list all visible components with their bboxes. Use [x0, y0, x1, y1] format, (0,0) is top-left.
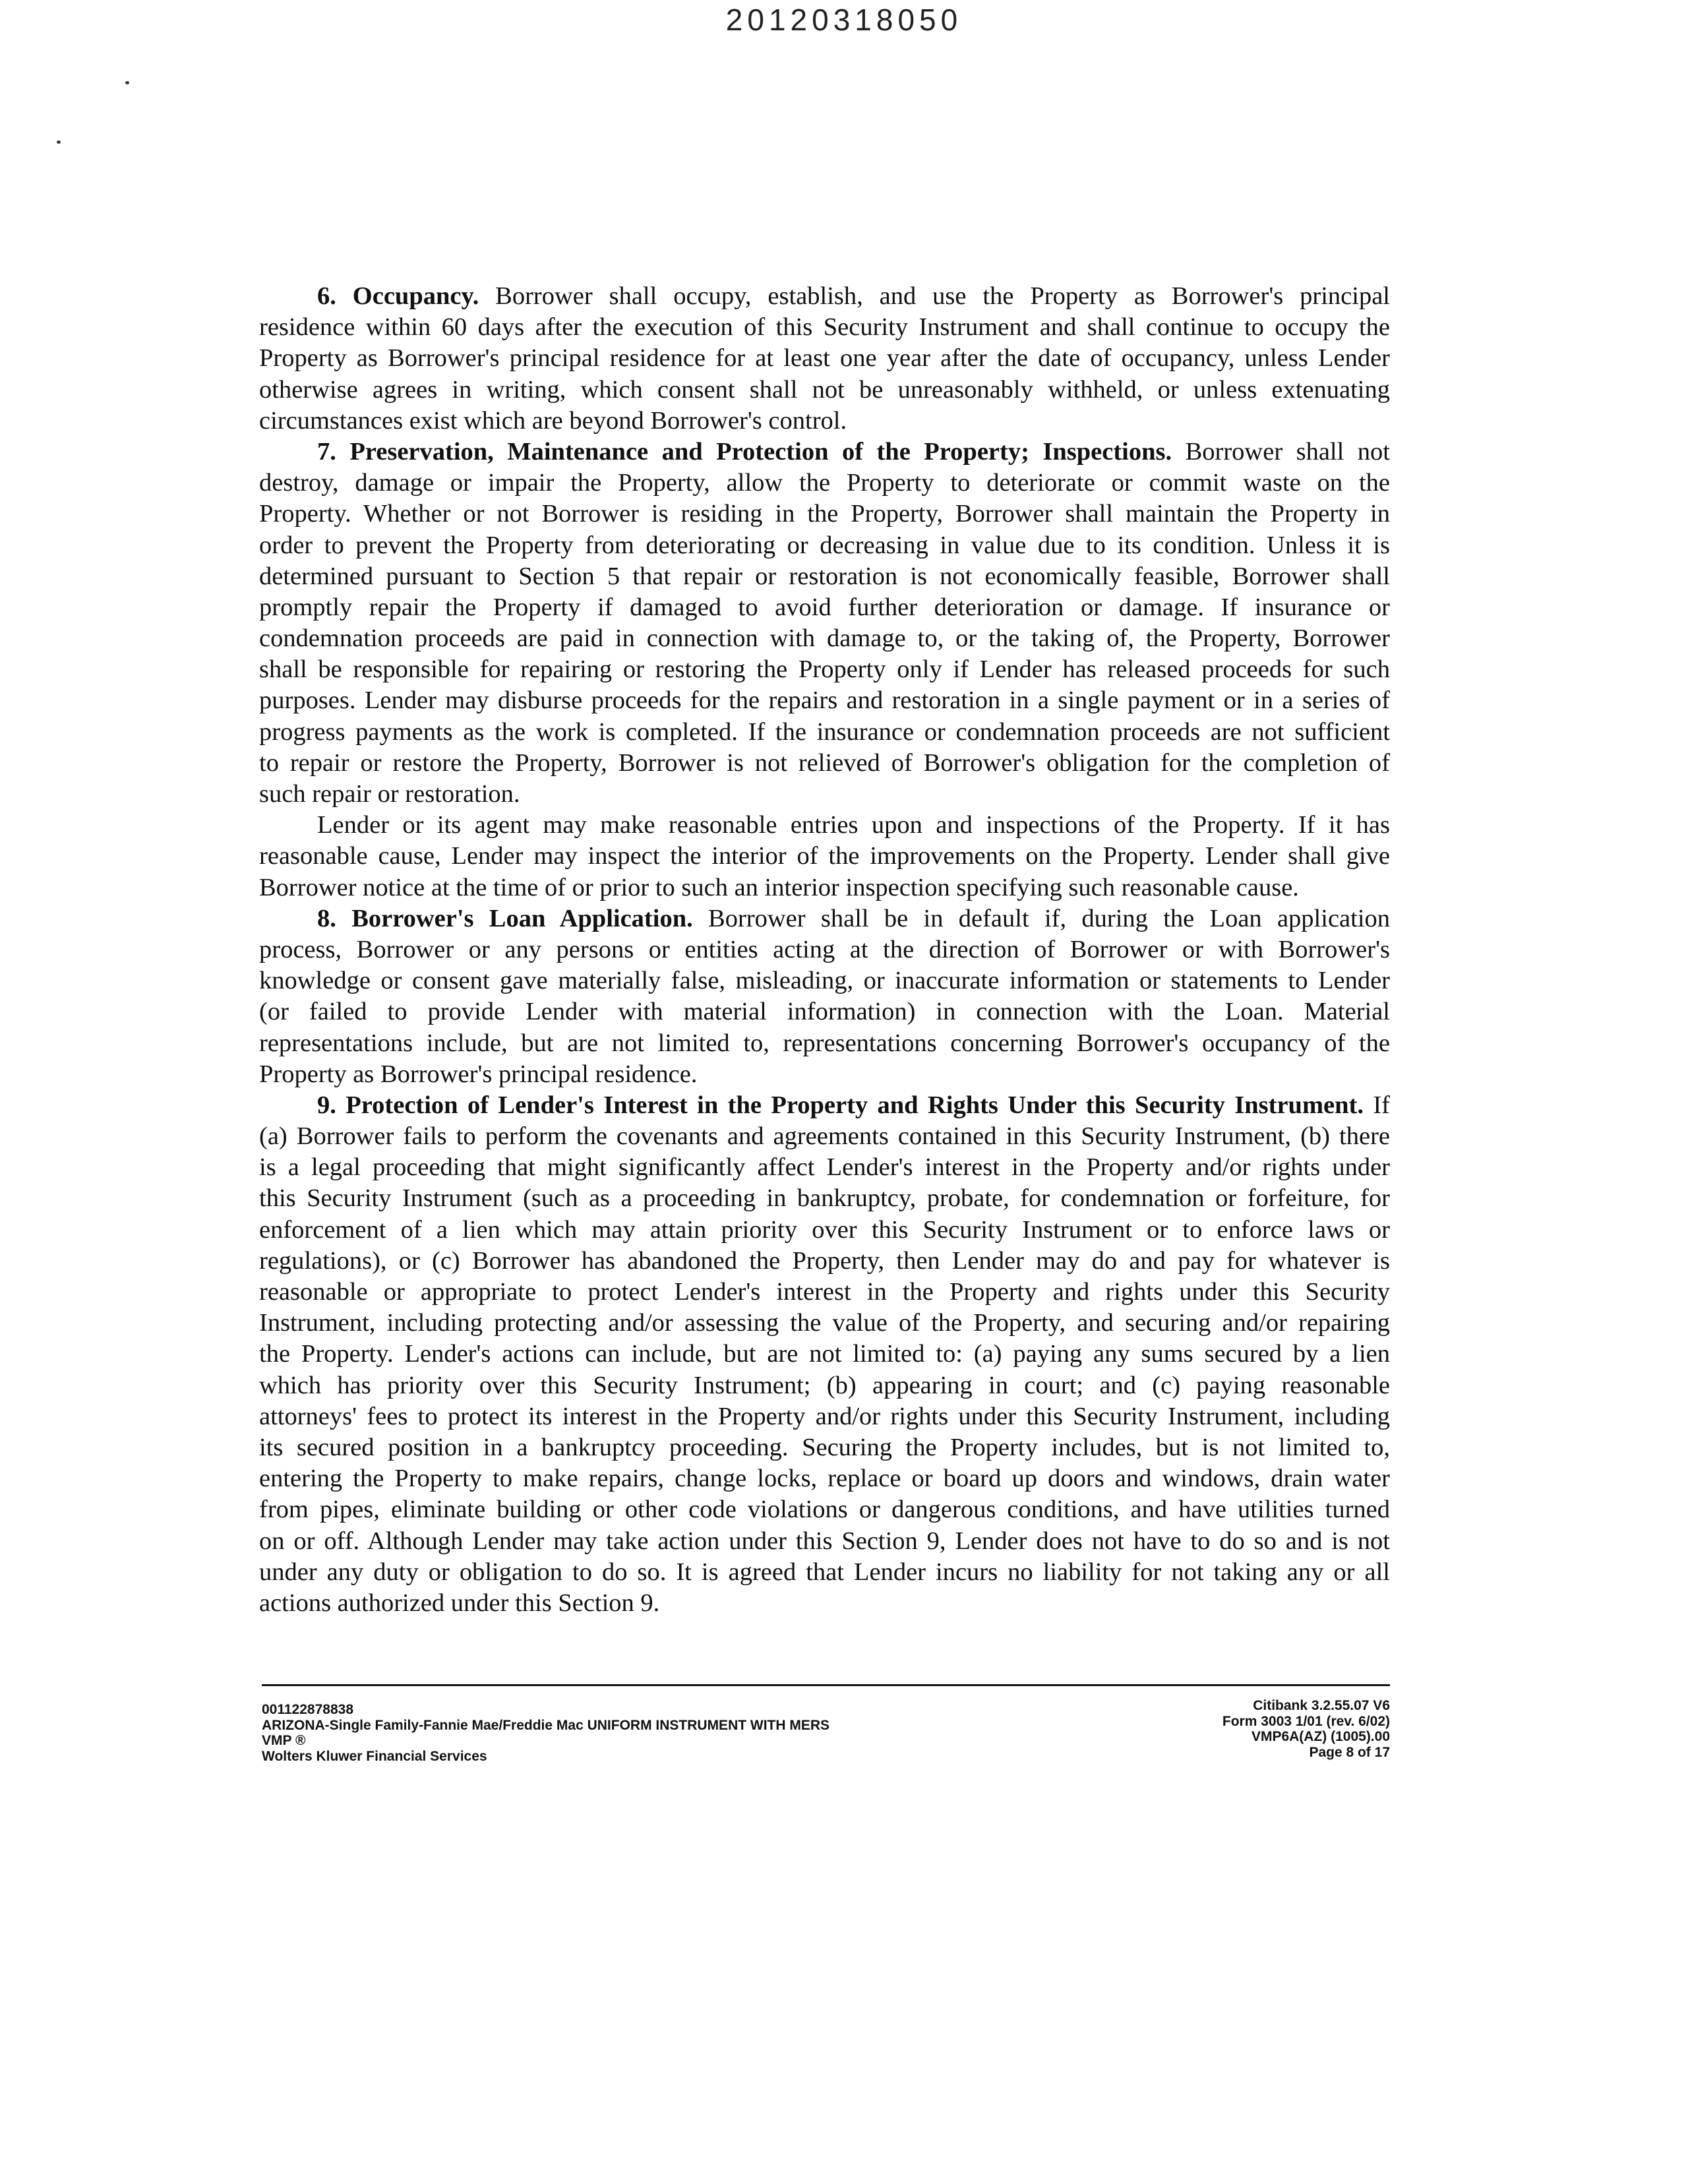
text-line: on or off. Although Lender may take action under this Section 9, Lender does not have to do so and is not — [259, 1527, 1390, 1555]
text-line — [259, 281, 1390, 312]
text-line: Lender or its agent may make reasonable entries upon and inspections of the Property. If it has — [317, 811, 1390, 839]
document-body — [259, 281, 1390, 1619]
text-line: is a legal proceeding that might significantly affect Lender's interest in the Property and/or rights under — [259, 1153, 1390, 1182]
text-run: Borrower shall not — [1185, 437, 1390, 466]
text-line: Property. Whether or not Borrower is residing in the Property, Borrower shall maintain the Property in — [259, 500, 1390, 528]
text-line: determined pursuant to Section 5 that repair or restoration is not economically feasible, Borrower shall — [259, 562, 1390, 590]
text-line: circumstances exist which are beyond Borrower's control. — [259, 406, 847, 435]
text-line: destroy, damage or impair the Property, allow the Property to deteriorate or commit waste on the — [259, 469, 1390, 497]
text-line: reasonable cause, Lender may inspect the interior of the improvements on the Property. Lender shall give — [259, 842, 1390, 870]
text-line: (a) Borrower fails to perform the covenants and agreements contained in this Security Instrument, (b) there — [259, 1122, 1390, 1151]
text-line: regulations), or (c) Borrower has abandoned the Property, then Lender may do and pay for whatever is — [259, 1246, 1390, 1275]
version-code: Citibank 3.2.55.07 V6 — [1253, 1698, 1390, 1713]
section-heading: Protection of Lender's Interest in the Property and Rights Under this Security Instrument. — [346, 1091, 1364, 1119]
text-line: order to prevent the Property from deteriorating or decreasing in value due to its condition. Unless it is — [259, 531, 1390, 559]
section-number: 7. — [317, 437, 336, 466]
text-line: which has priority over this Security Instrument; (b) appearing in court; and (c) paying reasonable — [259, 1371, 1390, 1399]
text-line: otherwise agrees in writing, which consent shall not be unreasonably withheld, or unless extenuating — [259, 375, 1390, 404]
form-title: ARIZONA-Single Family-Fannie Mae/Freddie Mac UNIFORM INSTRUMENT WITH MERS — [262, 1717, 830, 1733]
text-line: knowledge or consent gave materially false, misleading, or inaccurate information or statements to Lender — [259, 967, 1390, 995]
loan-number: 001122878838 — [262, 1702, 353, 1717]
text-line: Property as Borrower's principal residence for at least one year after the date of occupancy, unless Lender — [259, 344, 1390, 373]
text-line: Instrument, including protecting and/or assessing the value of the Property, and securing and/or repairing — [259, 1309, 1390, 1337]
form-code: VMP6A(AZ) (1005).00 — [1251, 1729, 1390, 1745]
text-line — [259, 1090, 1390, 1121]
text-line: its secured position in a bankruptcy proceeding. Securing the Property includes, but is not limited to, — [259, 1433, 1390, 1461]
text-line: from pipes, eliminate building or other code violations or dangerous conditions, and have utilities turned — [259, 1496, 1390, 1524]
text-line: under any duty or obligation to do so. It is agreed that Lender incurs no liability for not taking any or all — [259, 1558, 1390, 1586]
text-run: Borrower shall be in default if, during the Loan application — [708, 904, 1390, 932]
text-line: enforcement of a lien which may attain priority over this Security Instrument or to enforce laws or — [259, 1215, 1390, 1244]
footer-rule — [262, 1684, 1390, 1686]
text-line: shall be responsible for repairing or restoring the Property only if Lender has released proceeds for such — [259, 655, 1390, 684]
section-number: 8. — [317, 904, 336, 932]
text-line: condemnation proceeds are paid in connection with damage to, or the taking of, the Property, Borrower — [259, 624, 1390, 653]
text-line: purposes. Lender may disburse proceeds for the repairs and restoration in a single payment or in a series of — [259, 686, 1390, 715]
text-line: Borrower notice at the time of or prior to such an interior inspection specifying such reasonable cause. — [259, 873, 1299, 901]
text-line: reasonable or appropriate to protect Lender's interest in the Property and rights under this Security — [259, 1278, 1390, 1306]
text-line: actions authorized under this Section 9. — [259, 1589, 660, 1617]
vendor-mark: VMP ® — [262, 1733, 306, 1749]
text-line: this Security Instrument (such as a proceeding in bankruptcy, probate, for condemnation or forfeiture, for — [259, 1184, 1390, 1213]
text-line: Property as Borrower's principal residence. — [259, 1060, 698, 1088]
text-line: to repair or restore the Property, Borrower is not relieved of Borrower's obligation for the completion of — [259, 748, 1390, 777]
text-line: such repair or restoration. — [259, 780, 520, 808]
text-run: If — [1373, 1091, 1390, 1119]
text-line — [259, 437, 1390, 468]
section-number: 6. — [317, 282, 336, 310]
section-heading: Occupancy. — [352, 282, 479, 310]
form-number: Form 3003 1/01 (rev. 6/02) — [1222, 1713, 1390, 1729]
section-heading: Preservation, Maintenance and Protection of the Property; Inspections. — [349, 437, 1172, 466]
scan-speck — [57, 140, 61, 144]
text-line: residence within 60 days after the execution of this Security Instrument and shall continue to occupy the — [259, 313, 1390, 342]
text-line: entering the Property to make repairs, change locks, replace or board up doors and windows, drain water — [259, 1465, 1390, 1493]
footer-right — [1222, 1698, 1390, 1760]
page-number: Page 8 of 17 — [1309, 1744, 1390, 1760]
text-line: process, Borrower or any persons or entities acting at the direction of Borrower or with Borrower's — [259, 935, 1390, 963]
text-line: representations include, but are not limited to, representations concerning Borrower's occupancy of the — [259, 1029, 1390, 1057]
scan-speck — [125, 81, 129, 84]
text-line: progress payments as the work is completed. If the insurance or condemnation proceeds are not sufficient — [259, 717, 1390, 746]
footer-left — [262, 1702, 829, 1764]
text-line: attorneys' fees to protect its interest in the Property and/or rights under this Security Instrument, including — [259, 1402, 1390, 1430]
section-heading: Borrower's Loan Application. — [351, 904, 693, 932]
text-line — [259, 903, 1390, 934]
text-line: promptly repair the Property if damaged to avoid further deterioration or damage. If insurance or — [259, 593, 1390, 621]
publisher: Wolters Kluwer Financial Services — [262, 1748, 487, 1764]
document-number: 20120318050 — [725, 3, 963, 37]
text-line: (or failed to provide Lender with material information) in connection with the Loan. Material — [259, 998, 1390, 1026]
section-number: 9. — [317, 1091, 336, 1119]
text-run: Borrower shall occupy, establish, and use the Property as Borrower's principal — [495, 282, 1390, 310]
text-line: the Property. Lender's actions can include, but are not limited to: (a) paying any sums secured by a lien — [259, 1340, 1390, 1368]
